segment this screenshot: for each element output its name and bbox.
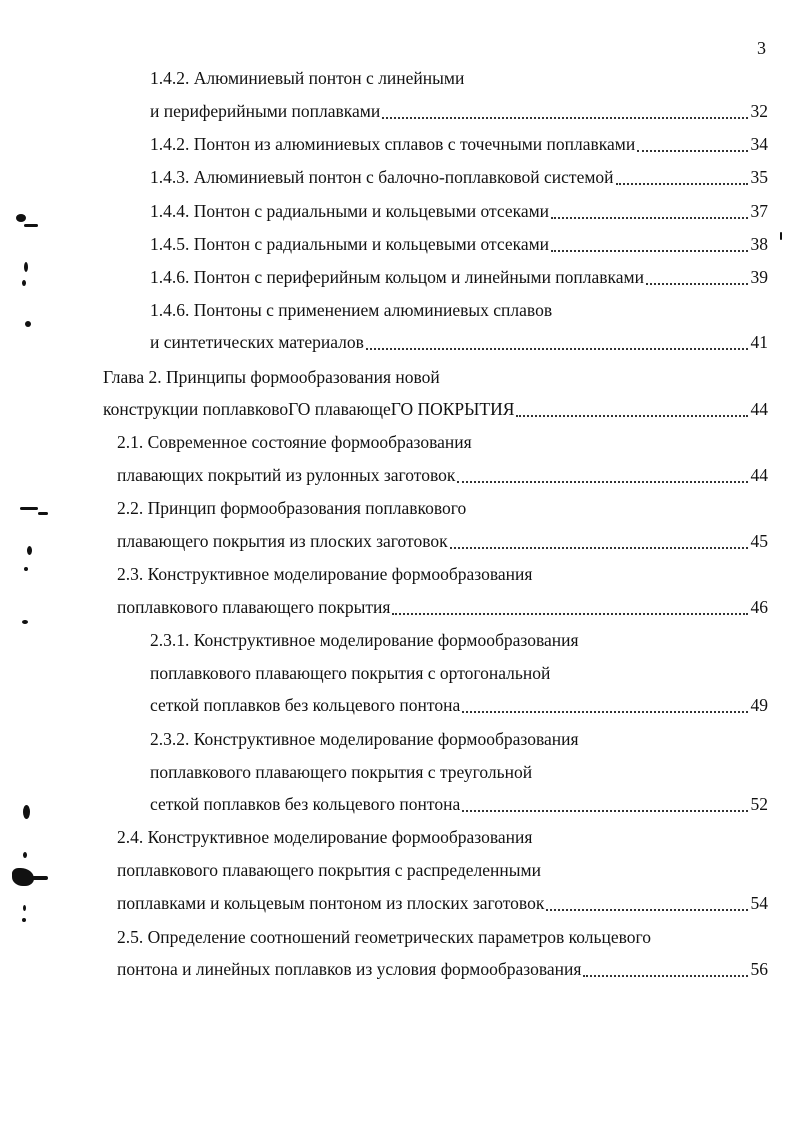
toc-line: поплавкового плавающего покрытия с ортогональной <box>150 663 551 683</box>
toc-line: 1.4.2. Алюминиевый понтон с линейными <box>150 68 465 88</box>
toc-page: 46 <box>750 597 768 617</box>
toc-line: поплавкового плавающего покрытия с треугольной <box>150 762 533 782</box>
toc-entry[interactable]: 1.4.3. Алюминиевый понтон с балочно-поплавковой системой 35 <box>150 162 768 192</box>
scan-speck <box>12 868 34 886</box>
toc-page: 44 <box>750 399 768 419</box>
scan-speck <box>23 852 27 858</box>
toc-entry[interactable]: и синтетических материалов 41 <box>150 327 768 357</box>
toc-page: 49 <box>750 695 768 715</box>
toc-entry[interactable]: и периферийными поплавками 32 <box>150 96 768 126</box>
toc-line: Глава 2. Принципы формообразования новой <box>103 367 440 387</box>
scan-speck <box>22 918 26 922</box>
toc-page: 37 <box>750 201 768 221</box>
toc-entry[interactable]: сеткой поплавков без кольцевого понтона 52 <box>150 789 768 819</box>
toc-page: 45 <box>750 531 768 551</box>
scan-speck <box>38 512 48 515</box>
toc-page: 54 <box>750 893 768 913</box>
toc-entry[interactable]: 1.4.6. Понтон с периферийным кольцом и линейными поплавками 39 <box>150 262 768 292</box>
toc-entry[interactable]: 1.4.4. Понтон с радиальными и кольцевыми отсеками 37 <box>150 196 768 226</box>
toc-entry[interactable]: понтона и линейных поплавков из условия формообразования 56 <box>117 954 768 984</box>
toc-entry[interactable]: поплавкового плавающего покрытия 46 <box>117 592 768 622</box>
toc-page: 38 <box>750 234 768 254</box>
toc-entry[interactable]: сеткой поплавков без кольцевого понтона 49 <box>150 690 768 720</box>
toc-entry[interactable]: 1.4.2. Понтон из алюминиевых сплавов с точечными поплавками 34 <box>150 129 768 159</box>
toc-page: 34 <box>750 134 768 154</box>
toc-page: 52 <box>750 794 768 814</box>
toc-line: 2.1. Современное состояние формообразования <box>117 432 472 452</box>
toc-line: 1.4.6. Понтоны с применением алюминиевых сплавов <box>150 300 553 320</box>
scan-speck <box>24 224 38 227</box>
toc-line: 2.2. Принцип формообразования поплавкового <box>117 498 467 518</box>
toc-line: 2.3.2. Конструктивное моделирование формообразования <box>150 729 579 749</box>
toc-page: 35 <box>750 167 768 187</box>
toc-line: 2.5. Определение соотношений геометрических параметров кольцевого <box>117 927 652 947</box>
toc-page: 32 <box>750 101 768 121</box>
toc-entry[interactable]: 1.4.5. Понтон с радиальными и кольцевыми отсеками 38 <box>150 229 768 259</box>
toc-line: поплавкового плавающего покрытия с распределенными <box>117 860 541 880</box>
scan-speck <box>24 567 28 571</box>
scan-speck <box>23 805 30 819</box>
toc-page: 41 <box>750 332 768 352</box>
toc-page: 39 <box>750 267 768 287</box>
toc-entry[interactable]: конструкции поплавковоГО плавающеГО ПОКРЫТИЯ 44 <box>103 394 768 424</box>
scan-speck <box>22 280 26 286</box>
scan-speck <box>23 905 26 911</box>
scan-speck <box>24 262 28 272</box>
scan-speck <box>22 620 28 624</box>
scan-speck <box>32 876 48 880</box>
scan-speck <box>27 546 32 555</box>
page-number: 3 <box>757 38 766 58</box>
scan-speck <box>16 214 26 222</box>
toc-entry[interactable]: поплавками и кольцевым понтоном из плоских заготовок 54 <box>117 888 768 918</box>
scan-speck <box>20 507 38 510</box>
toc-page: 56 <box>750 959 768 979</box>
scan-speck <box>25 321 31 327</box>
toc-entry[interactable]: плавающих покрытий из рулонных заготовок 44 <box>117 460 768 490</box>
toc-page: 44 <box>750 465 768 485</box>
toc-entry[interactable]: плавающего покрытия из плоских заготовок 45 <box>117 526 768 556</box>
scan-speck <box>780 232 782 240</box>
toc-line: 2.3. Конструктивное моделирование формообразования <box>117 564 533 584</box>
toc-line: 2.4. Конструктивное моделирование формообразования <box>117 827 533 847</box>
toc-line: 2.3.1. Конструктивное моделирование формообразования <box>150 630 579 650</box>
